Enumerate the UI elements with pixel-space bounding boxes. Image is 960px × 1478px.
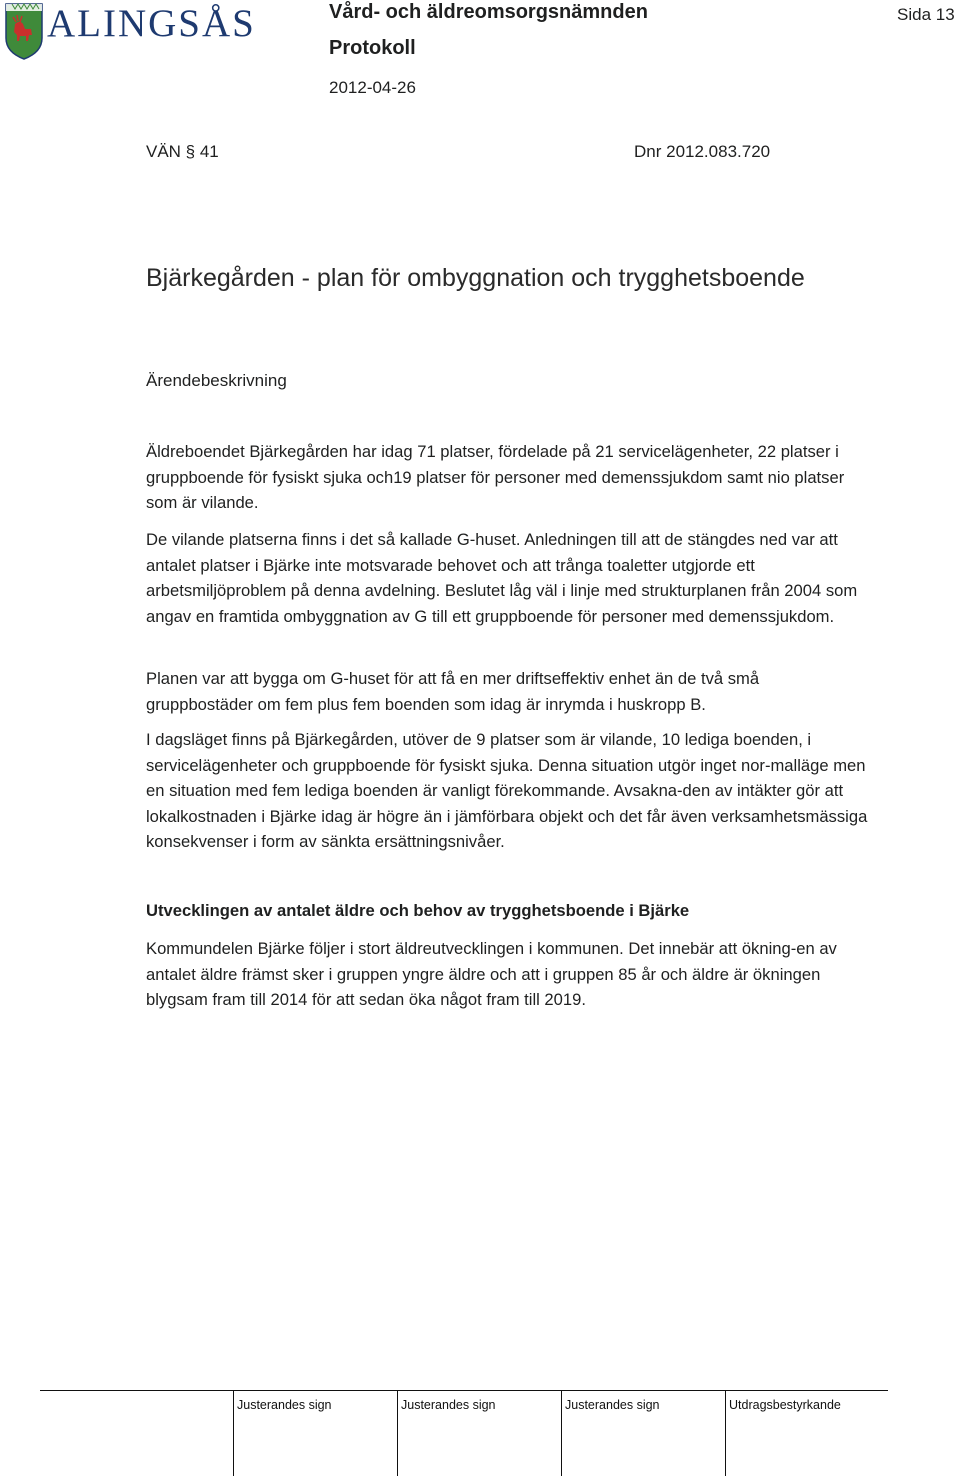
body-paragraph: I dagsläget finns på Bjärkegården, utöver de 9 platser som är vilande, 10 lediga boenden, i servicelägenheter och gruppboende för fysiskt sjuka. Denna situation utgör inget nor-malläge men en situation med fem lediga boenden är vanligt förekommande. Avsakna-den av intäkter gör att lokalkostnaden i Bjärke idag är högre än i jämförbara objekt och det får även verksamhetsmässiga konsekvenser i form av sänkta ersättningsnivåer. [146, 730, 868, 852]
case-number: Dnr 2012.083.720 [634, 142, 771, 161]
certification-label: Utdragsbestyrkande [729, 1398, 841, 1412]
coat-of-arms-icon [4, 2, 44, 60]
signature-box [561, 1390, 726, 1476]
body-paragraph: De vilande platserna finns i det så kallade G-huset. Anledningen till att de stängdes ned var att antalet platser i Bjärke inte motsvarade behovet och att trånga toaletter utgjorde ett arbetsmiljöproblem på denna avdelning. Beslutet låg väl i linje med strukturplanen från 2004 som angav en framtida ombyggnation av G till ett gruppboende för personer med demenssjukdom. [146, 530, 858, 626]
logo-wordmark: ALINGSÅS [47, 2, 256, 45]
document-date: 2012-04-26 [329, 78, 416, 97]
signature-label: Justerandes sign [401, 1398, 496, 1412]
page-title: Bjärkegården - plan för ombyggnation och trygghetsboende [146, 264, 805, 292]
signature-label: Justerandes sign [237, 1398, 332, 1412]
page-number: Sida 13 [897, 5, 955, 24]
body-paragraph: Planen var att bygga om G-huset för att få en mer driftseffektiv enhet än de två små gruppbostäder om fem plus fem boenden som idag är inrymda i huskropp B. [146, 669, 760, 714]
municipality-logo [2, 0, 262, 62]
document-type: Protokoll [329, 37, 416, 59]
signature-box [397, 1390, 562, 1476]
certification-box [725, 1390, 889, 1476]
paragraph-reference: VÄN § 41 [146, 142, 219, 161]
body-paragraph: Kommundelen Bjärke följer i stort äldreutvecklingen i kommunen. Det innebär att ökning-en av antalet äldre främst sker i gruppen yngre äldre och att i gruppen 85 år och äldre är ökningen blygsam fram till 2014 för att sedan öka något fram till 2019. [146, 939, 837, 1010]
committee-title: Vård- och äldreomsorgsnämnden [329, 1, 648, 23]
signature-box [233, 1390, 398, 1476]
signature-label: Justerandes sign [565, 1398, 660, 1412]
subheading: Utvecklingen av antalet äldre och behov av trygghetsboende i Bjärke [146, 901, 690, 920]
body-paragraph: Äldreboendet Bjärkegården har idag 71 platser, fördelade på 21 servicelägenheter, 22 platser i gruppboende för fysiskt sjuka och19 platser för personer med demenssjukdom samt nio platser som är vilande. [146, 442, 845, 513]
section-heading: Ärendebeskrivning [146, 371, 287, 390]
